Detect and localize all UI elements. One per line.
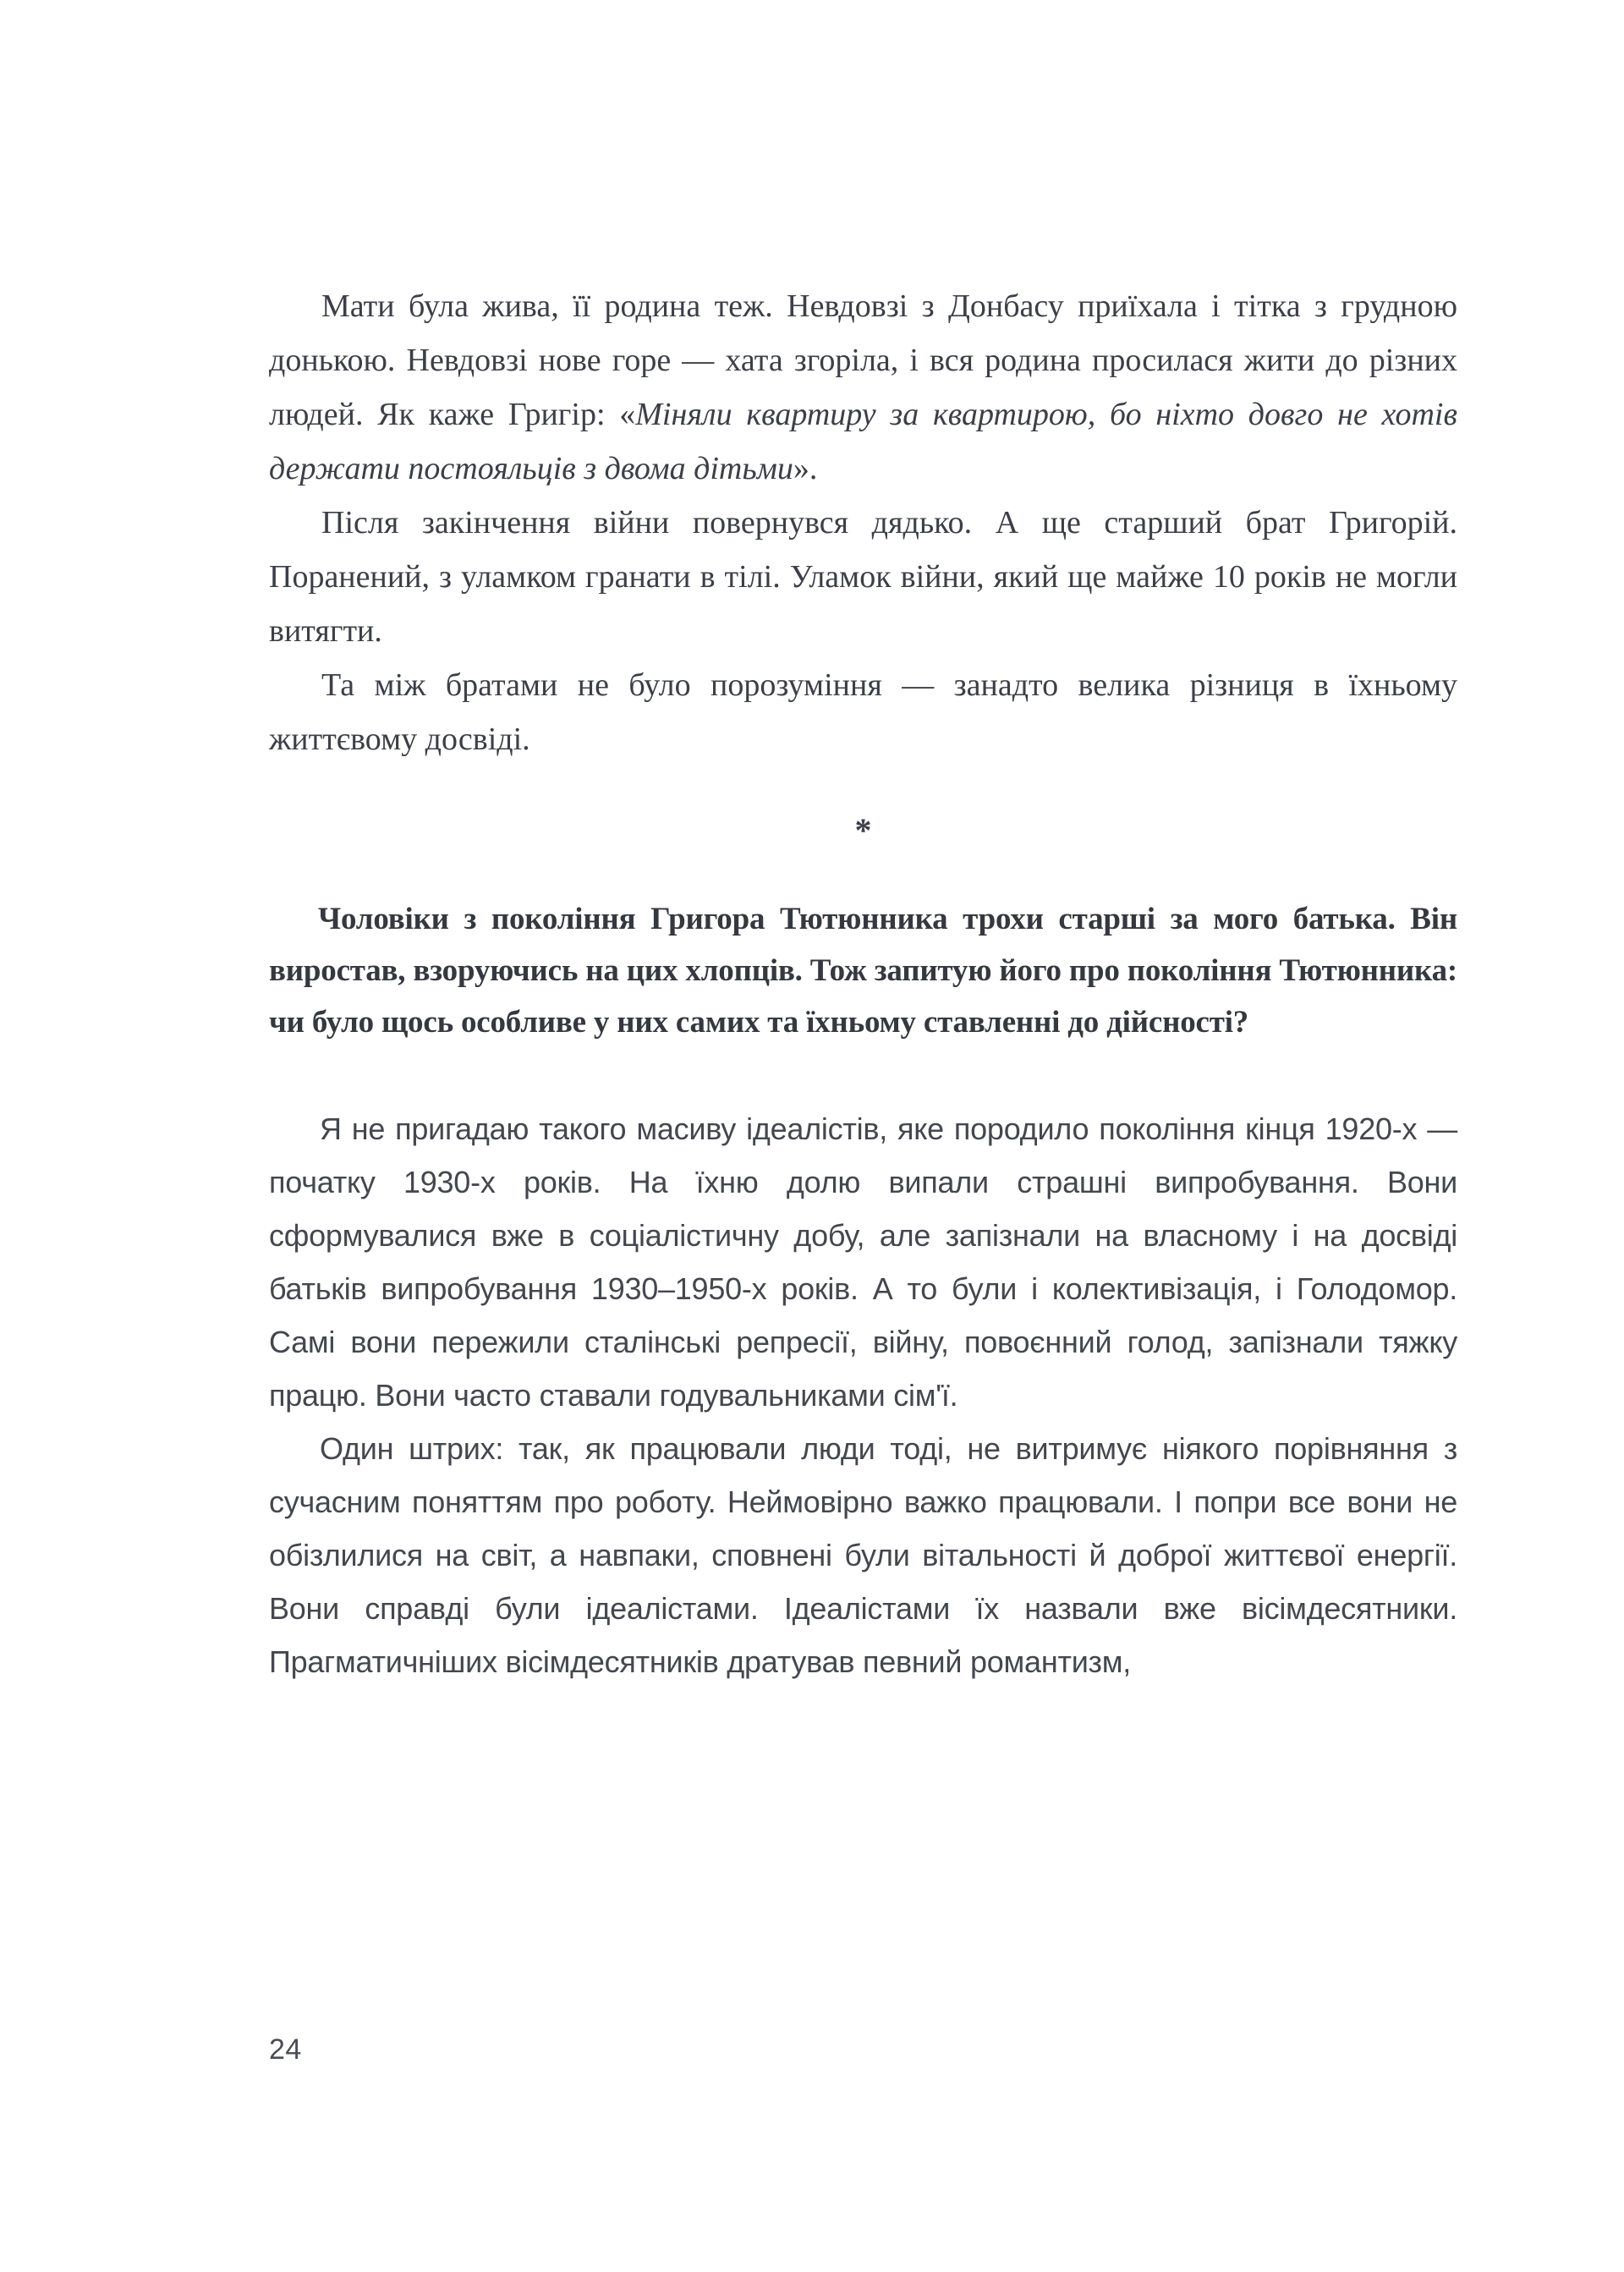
narrative-paragraph-2: Після закінчення війни повернувся дядько. А ще старший брат Григорій. Поранений, з уламком гранати в тілі. Уламок війни, який ще майже 10 років не могли витягти. [269, 505, 1457, 649]
answer-paragraph-2: Один штрих: так, як працювали люди тоді, не витримує ніякого порівняння з сучасним поняттям про роботу. Неймовірно важко працювали. І попри все вони не обізлилися на світ, а навпаки, сповнені були вітальності й доброї життєвої енергії. Вони справді були ідеалістами. Ідеалістами їх назвали вже вісімдесятники. Прагматичніших вісімдесятників дратував певний романтизм, [269, 1431, 1457, 1679]
narrative-run-roman: Мати була жива, її родина теж. Невдовзі з Донбасу приїхала і тітка з грудною донькою. Невдовзі нове горе — хата згоріла, і вся родина просилася жити до різних людей. Як каже Григір: « [269, 288, 1457, 432]
page-number: 24 [269, 2033, 302, 2066]
narrative-run-italic-quote: Міняли квартиру за квартирою, бо ніхто довго не хотів держати постояльців з двома дітьми [269, 397, 1457, 486]
answer-paragraph-1: Я не пригадаю такого масиву ідеалістів, яке породило покоління кінця 1920-х — початку 1930-х років. На їхню долю випали страшні випробування. Вони сформувалися вже в соціалістичну добу, але запізнали на власному і на досвіді батьків випробування 1930–1950-х років. А то були і колективізація, і Голодомор. Самі вони пережили сталінські репресії, війну, повоєнний голод, запізнали тяжку працю. Вони часто ставали годувальниками сім'ї. [269, 1111, 1457, 1413]
answer-block [269, 1102, 1457, 1688]
narrative-paragraph-3: Та між братами не було порозуміння — занадто велика різниця в їхньому життєвому досвіді. [269, 667, 1457, 757]
narrative-run-roman-tail: ». [793, 451, 818, 486]
question-block [269, 893, 1457, 1048]
interview-question: Чоловіки з покоління Григора Тютюнника трохи старші за мого батька. Він виростав, взоруючись на цих хлопців. Тож запитую його про покоління Тютюнника: чи було щось особливе у них самих та їхньому ставленні до дійсності? [269, 902, 1457, 1040]
narrative-block [269, 279, 1457, 766]
narrative-paragraph-1 [269, 279, 1457, 496]
text-column [269, 279, 1457, 1688]
asterisk-separator-icon: * [854, 811, 872, 849]
